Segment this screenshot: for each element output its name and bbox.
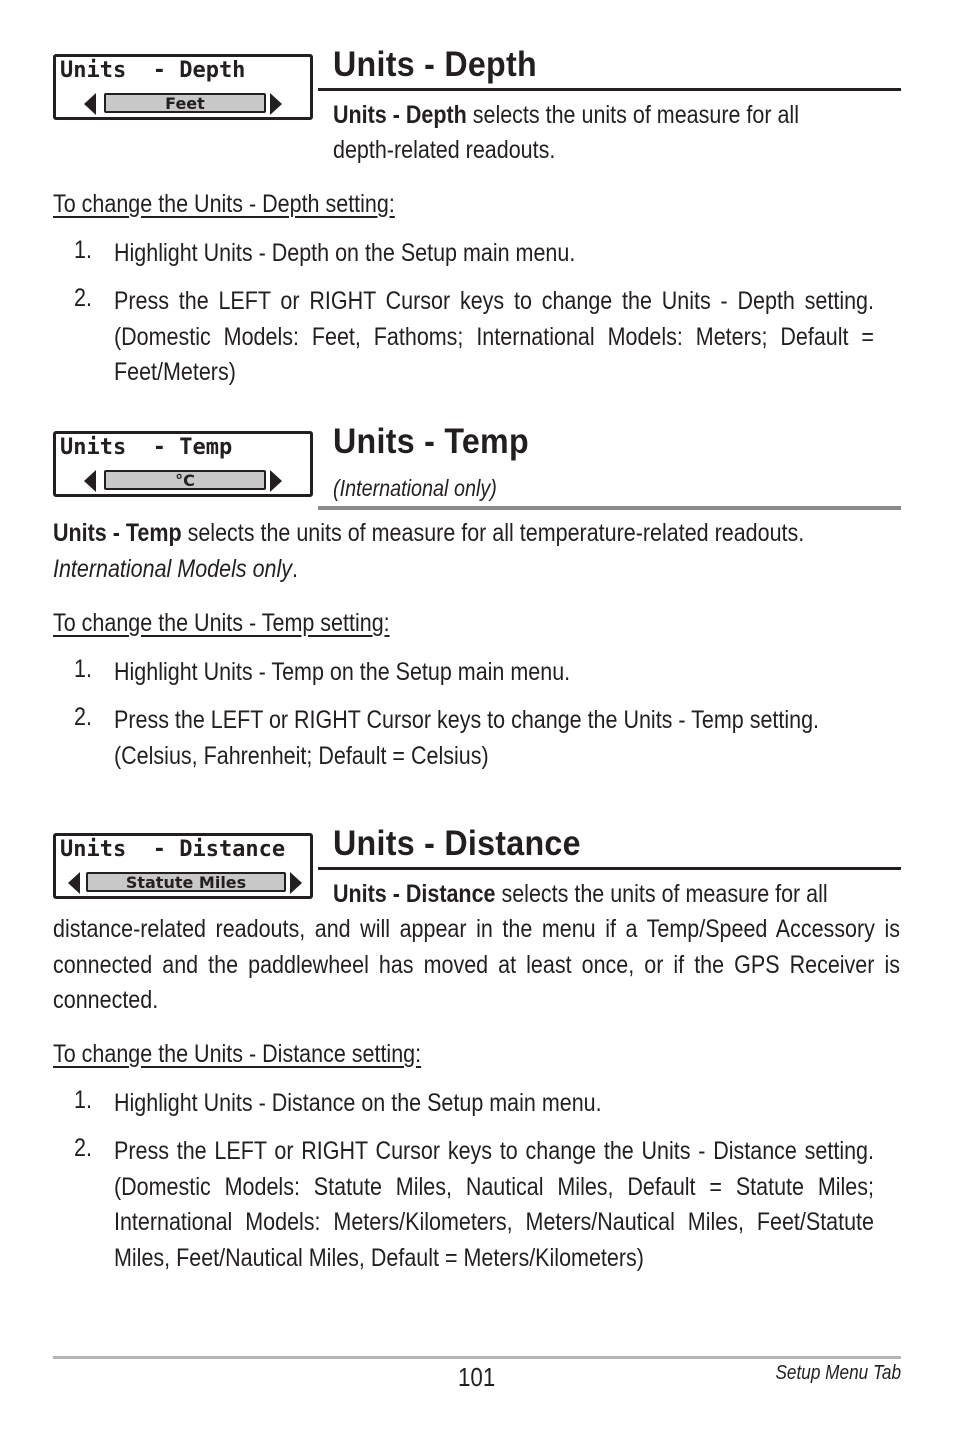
footer-rule [53, 1356, 901, 1359]
heading-rule [318, 506, 901, 510]
section-heading-distance: Units - Distance [333, 824, 581, 863]
distance-intro-rest: distance-related readouts, and will appear in the menu if a Temp/Speed Accessory is connected and the paddlewheel has moved at least once, or if the GPS Receiver is connected. [53, 915, 900, 1014]
temp-intro: Units - Temp selects the units of measure for all temperature-related readouts. International Models only. [53, 519, 805, 583]
units-temp-menu-widget[interactable] [53, 431, 313, 497]
left-arrow-icon[interactable] [68, 872, 80, 894]
step-number: 1. [74, 236, 92, 264]
temp-subhead: To change the Units - Temp setting: [53, 609, 390, 637]
distance-intro-line1: Units - Distance selects the units of measure for all [333, 880, 828, 908]
menu-title: Units - Distance [60, 837, 286, 862]
heading-rule [318, 867, 901, 870]
depth-step-2: Press the LEFT or RIGHT Cursor keys to change the Units - Depth setting. (Domestic Models: Feet, Fathoms; International Models: Meters; Default = Feet/Meters) [114, 287, 874, 386]
distance-subhead: To change the Units - Distance setting: [53, 1040, 422, 1068]
right-arrow-icon[interactable] [270, 470, 282, 492]
section-heading-depth: Units - Depth [333, 45, 537, 84]
step-number: 2. [74, 284, 92, 312]
left-arrow-icon[interactable] [84, 93, 96, 115]
left-arrow-icon[interactable] [84, 470, 96, 492]
distance-step-2: Press the LEFT or RIGHT Cursor keys to change the Units - Distance setting. (Domestic Models: Statute Miles, Nautical Miles, Default = Statute Miles; International Models: Meters/Kilometers, Meters/Nautical Miles, Feet/Statute Miles, Feet/Nautical Miles, Default = Meters/Kilometers) [114, 1137, 874, 1272]
right-arrow-icon[interactable] [270, 93, 282, 115]
page-number: 101 [458, 1362, 496, 1392]
menu-value-bar: Statute Miles [86, 872, 286, 892]
units-distance-menu-widget[interactable] [53, 833, 313, 899]
temp-step-1: Highlight Units - Temp on the Setup main menu. [114, 658, 571, 686]
temp-step-2: Press the LEFT or RIGHT Cursor keys to change the Units - Temp setting. (Celsius, Fahrenheit; Default = Celsius) [114, 706, 820, 770]
menu-value-bar: Feet [104, 93, 266, 113]
distance-step-1: Highlight Units - Distance on the Setup main menu. [114, 1089, 602, 1117]
heading-rule [318, 88, 901, 91]
step-number: 1. [74, 1086, 92, 1114]
depth-intro-line2: depth-related readouts. [333, 136, 556, 164]
step-number: 1. [74, 655, 92, 683]
temp-note: (International only) [333, 475, 497, 501]
menu-title: Units - Temp [60, 435, 233, 460]
units-depth-menu-widget[interactable] [53, 54, 313, 120]
depth-subhead: To change the Units - Depth setting: [53, 190, 395, 218]
step-number: 2. [74, 703, 92, 731]
depth-step-1: Highlight Units - Depth on the Setup main menu. [114, 239, 576, 267]
right-arrow-icon[interactable] [290, 872, 302, 894]
footer-section-name: Setup Menu Tab [775, 1362, 901, 1384]
menu-value-bar: °C [104, 470, 266, 490]
depth-intro-line1: Units - Depth selects the units of measure for all [333, 101, 799, 129]
menu-title: Units - Depth [60, 58, 246, 83]
step-number: 2. [74, 1134, 92, 1162]
section-heading-temp: Units - Temp [333, 422, 529, 461]
